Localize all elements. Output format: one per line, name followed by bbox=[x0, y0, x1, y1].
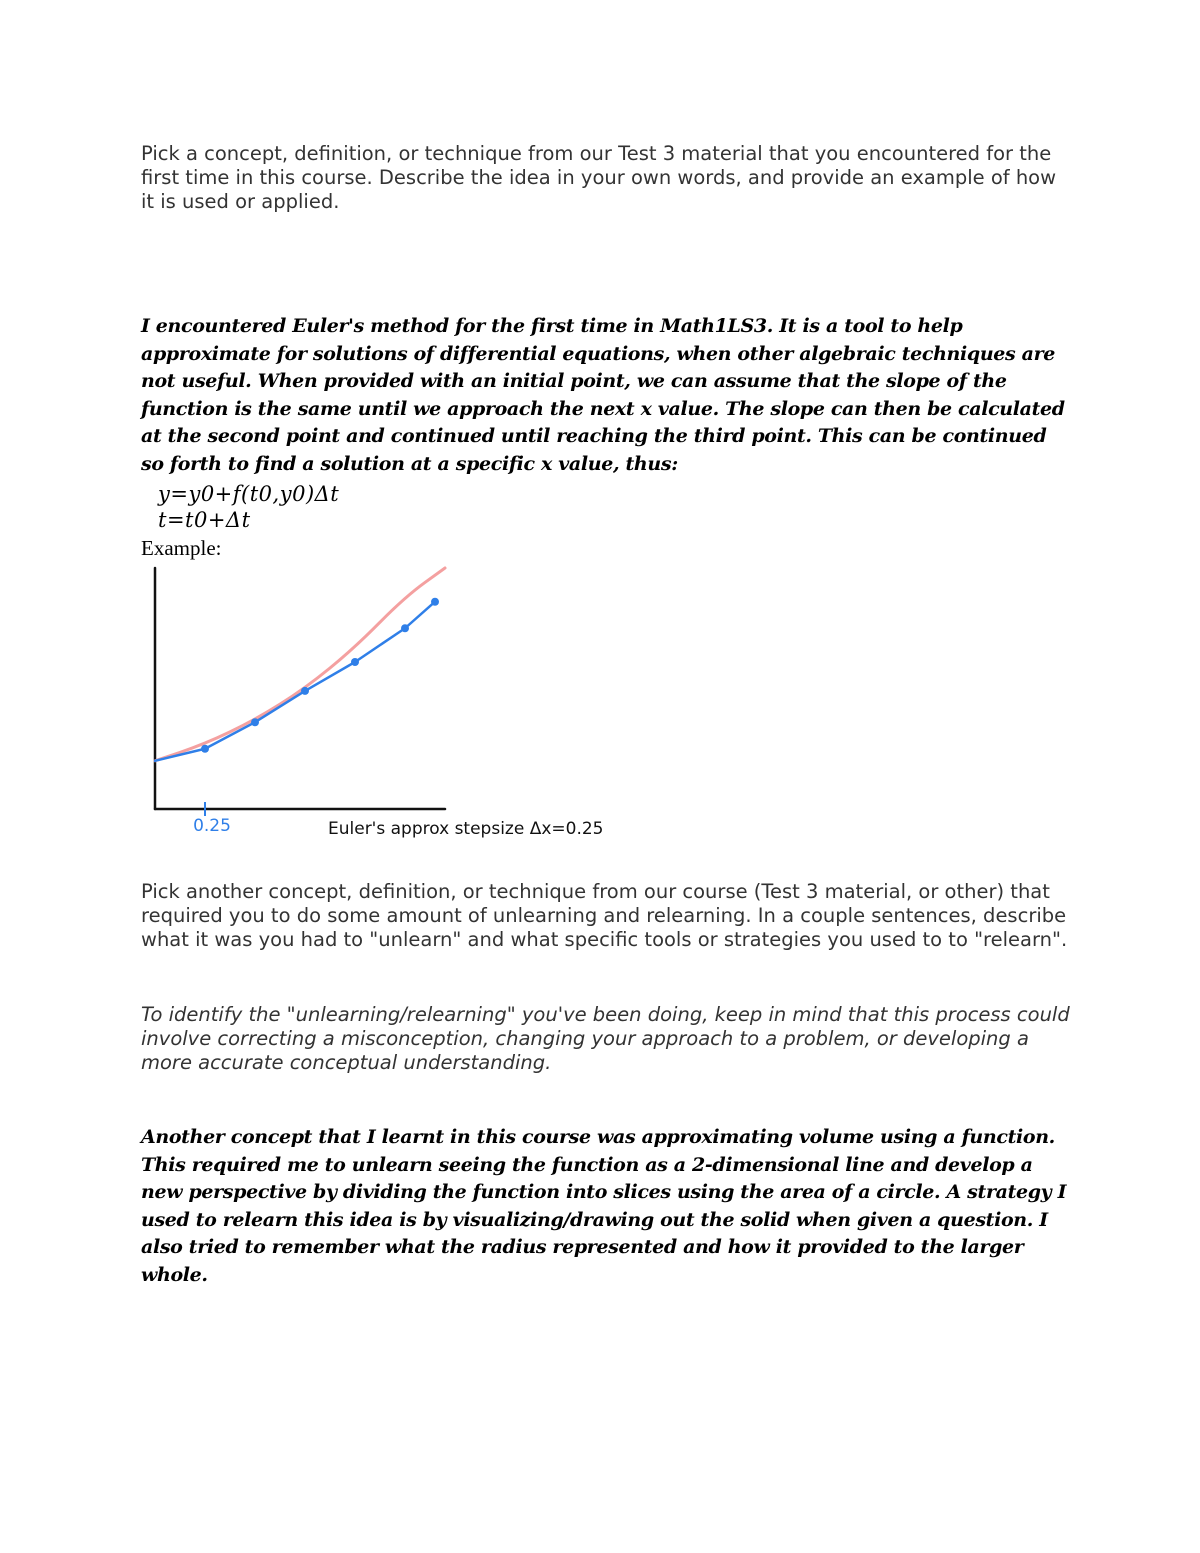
euler-point bbox=[301, 687, 309, 695]
euler-point bbox=[251, 718, 259, 726]
euler-point bbox=[351, 658, 359, 666]
euler-point bbox=[201, 745, 209, 753]
euler-approximation-line bbox=[155, 602, 435, 761]
euler-point bbox=[401, 624, 409, 632]
question1-prompt: Pick a concept, definition, or technique from our Test 3 material that you encountered for the first time in this course. Describe the idea in your own words, and provide an example of how it is used or applied. bbox=[141, 142, 1057, 213]
euler-method-chart bbox=[140, 560, 640, 850]
question1-answer: I encountered Euler's method for the first time in Math1LS3. It is a tool to help approximate for solutions of differential equations, when other algebraic techniques are not useful. When provided with an initial point, we can assume that the slope of the function is the same until we approach the next x value. The slope can then be calculated at the second point and continued until reaching the third point. This can be continued so forth to find a solution at a specific x value, thus: bbox=[141, 315, 1065, 475]
exact-solution-curve bbox=[155, 568, 445, 761]
question2-prompt: Pick another concept, definition, or technique from our course (Test 3 material, or other) that required you to do some amount of unlearning and relearning. In a couple sentences, describe what it was you had to "unlearn" and what specific tools or strategies you used to to "relearn". bbox=[141, 880, 1068, 951]
series-layer bbox=[155, 568, 445, 761]
euler-point bbox=[431, 598, 439, 606]
example-label: Example: bbox=[141, 536, 222, 560]
chart-caption: Euler's approx stepsize Δx=0.25 bbox=[328, 819, 604, 839]
question2-answer: Another concept that I learnt in this course was approximating volume using a function. This required me to unlearn seeing the function as a 2-dimensional line and develop a new perspective by dividing the function into slices using the area of a circle. A strategy I used to relearn this idea is by visualizing/drawing out the solid when given a question. I also tried to remember what the radius represented and how it provided to the larger whole. bbox=[141, 1126, 1067, 1286]
question2-note: To identify the "unlearning/relearning" you've been doing, keep in mind that this process could involve correcting a misconception, changing your approach to a problem, or developing a more accurate conceptual understanding. bbox=[141, 1003, 1070, 1074]
formula-t-update: t=t0+Δt bbox=[158, 508, 251, 532]
x-tick-label: 0.25 bbox=[193, 816, 231, 836]
formula-y-update: y=y0+f(t0,y0)Δt bbox=[158, 482, 340, 506]
